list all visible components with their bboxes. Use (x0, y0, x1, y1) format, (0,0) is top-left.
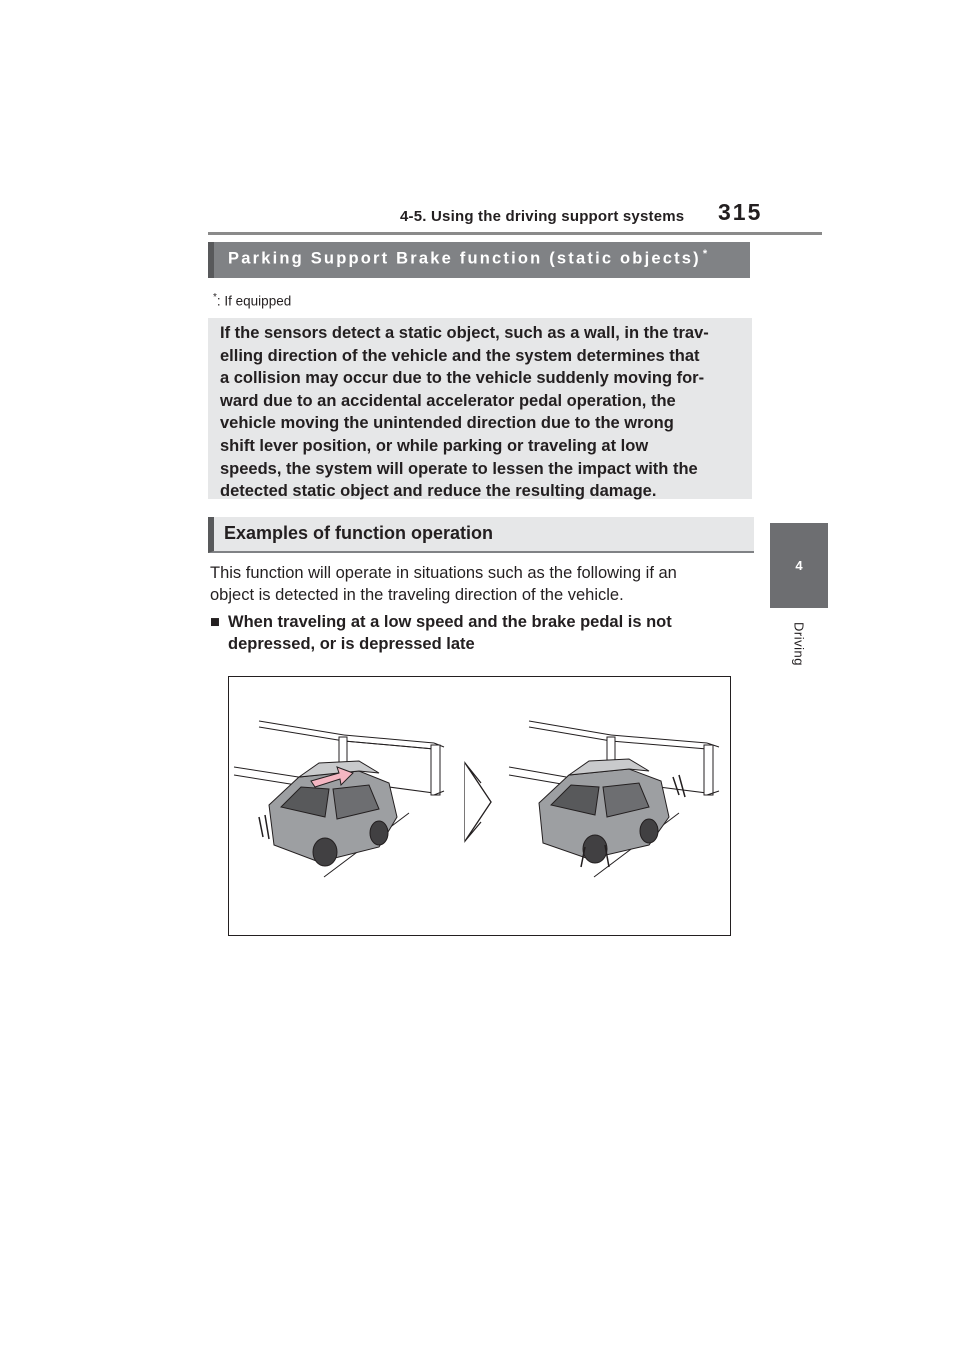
body-line: object is detected in the traveling direction of the vehicle. (210, 586, 624, 604)
chapter-label: Driving (791, 622, 807, 666)
section-title: Parking Support Brake function (static objects) (228, 249, 701, 268)
bullet-line (210, 611, 672, 633)
illustration-frame (228, 676, 731, 936)
left-scene (234, 721, 444, 877)
intro-line: If the sensors detect a static object, such as a wall, in the trav- (220, 324, 709, 342)
bullet-line: depressed, or is depressed late (228, 635, 475, 653)
section-title-banner (208, 242, 750, 278)
footnote (213, 292, 291, 309)
body-line: This function will operate in situations such as the following if an (210, 564, 677, 582)
footnote-marker: * (213, 292, 217, 303)
intro-line: ward due to an accidental accelerator pedal operation, the (220, 391, 676, 410)
intro-line: speeds, the system will operate to lessen the impact with the (220, 459, 698, 478)
bullet-text: When traveling at a low speed and the brake pedal is not (228, 613, 672, 631)
intro-box (208, 318, 752, 499)
intro-line: vehicle moving the unintended direction due to the wrong (220, 414, 674, 433)
intro-line: detected static object and reduce the resulting damage. (220, 482, 657, 501)
parking-illustration (229, 677, 732, 937)
bullet-item (210, 611, 672, 655)
chapter-tab[interactable] (770, 523, 828, 608)
right-post-icon (704, 745, 713, 795)
header-rule (208, 232, 822, 235)
footnote-text: : If equipped (216, 293, 292, 309)
subsection-title: Examples of function operation (208, 517, 754, 553)
intro-line: shift lever position, or while parking or traveling at low (220, 436, 649, 455)
page-number: 315 (718, 199, 763, 225)
intro-line: elling direction of the vehicle and the system determines that (220, 346, 700, 365)
examples-body (210, 562, 677, 606)
running-header: 4-5. Using the driving support systems (400, 208, 685, 225)
section-title-marker: * (702, 248, 708, 260)
left-post-icon (431, 745, 440, 795)
chapter-number: 4 (795, 558, 803, 573)
intro-line: a collision may occur due to the vehicle suddenly moving for- (220, 369, 705, 388)
right-scene (509, 721, 719, 877)
bullet-square-icon: ■ (210, 613, 220, 631)
